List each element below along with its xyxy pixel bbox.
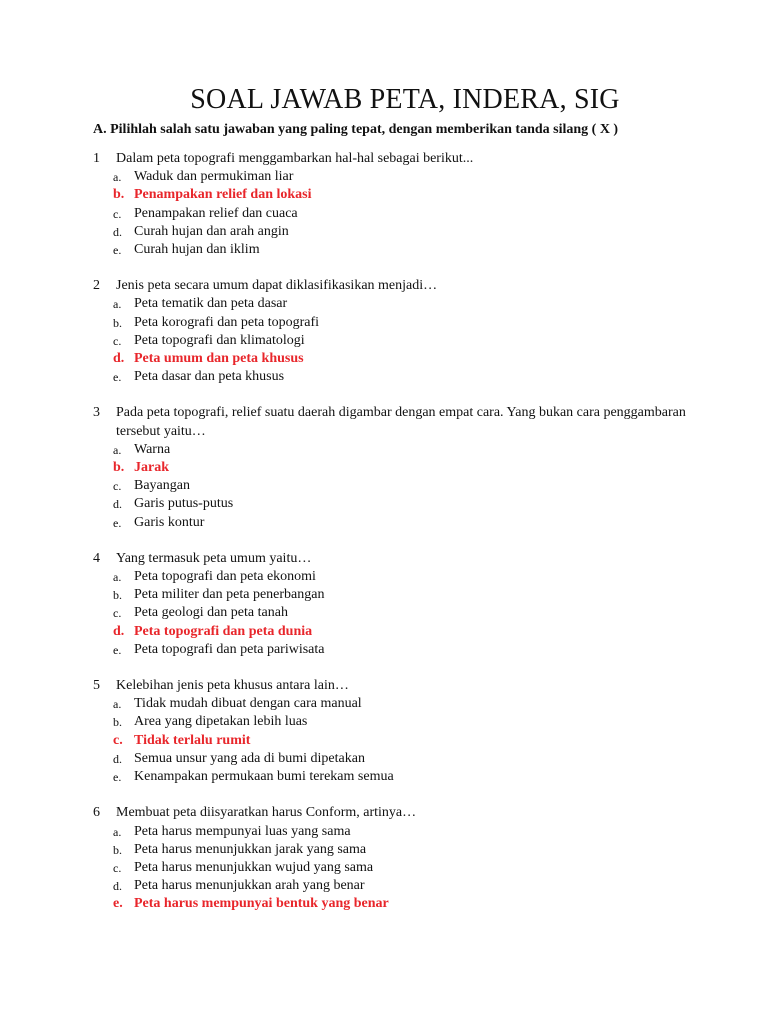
answer-option	[93, 604, 733, 622]
option-list	[93, 823, 733, 914]
answer-option	[93, 695, 733, 713]
answer-option	[93, 368, 733, 386]
option-letter: e.	[113, 896, 123, 912]
answer-option	[93, 586, 733, 604]
option-text: Bayangan	[134, 478, 190, 494]
question-stem	[93, 550, 733, 568]
option-letter: b.	[113, 315, 122, 330]
answer-option	[93, 859, 733, 877]
answer-option	[93, 823, 733, 841]
option-letter: c.	[113, 206, 122, 221]
answer-option	[93, 713, 733, 731]
answer-option	[93, 314, 733, 332]
option-text: Peta topografi dan peta ekonomi	[134, 569, 316, 585]
question-text: Membuat peta diisyaratkan harus Conform, artinya…	[116, 805, 417, 821]
option-text: Peta militer dan peta penerbangan	[134, 587, 325, 603]
question-stem	[93, 804, 733, 822]
answer-option-correct	[93, 732, 733, 750]
answer-option-correct	[93, 350, 733, 368]
question-number: 4	[93, 550, 100, 566]
option-letter: d.	[113, 751, 122, 766]
option-list	[93, 695, 733, 786]
answer-option-correct	[93, 186, 733, 204]
question-number: 6	[93, 805, 100, 821]
option-text: Peta dasar dan peta khusus	[134, 369, 285, 385]
answer-option	[93, 205, 733, 223]
question-stem	[93, 150, 733, 168]
option-text: Peta tematik dan peta dasar	[134, 296, 288, 312]
question-text: Pada peta topografi, relief suatu daerah digambar dengan empat cara. Yang bukan cara penggambaran tersebut yaitu…	[116, 405, 686, 439]
answer-option	[93, 332, 733, 350]
option-list	[93, 168, 733, 259]
option-text: Peta harus mempunyai luas yang sama	[134, 823, 351, 839]
answer-option	[93, 223, 733, 241]
answer-option-correct	[93, 623, 733, 641]
option-text: Peta harus menunjukkan wujud yang sama	[134, 859, 374, 875]
option-list	[93, 295, 733, 386]
question-stem	[93, 277, 733, 295]
option-letter: c.	[113, 606, 122, 621]
answer-option	[93, 768, 733, 786]
question-number: 3	[93, 405, 100, 421]
question-2	[93, 277, 733, 386]
option-text: Area yang dipetakan lebih luas	[134, 714, 308, 730]
question-stem	[93, 404, 733, 440]
option-text: Curah hujan dan iklim	[134, 242, 260, 258]
option-letter: c.	[113, 333, 122, 348]
option-letter: d.	[113, 351, 125, 367]
option-letter: d.	[113, 623, 125, 639]
option-letter: a.	[113, 170, 122, 185]
question-5	[93, 677, 733, 786]
option-letter: d.	[113, 879, 122, 894]
answer-option	[93, 441, 733, 459]
option-text: Penampakan relief dan cuaca	[134, 205, 298, 221]
question-list	[93, 150, 733, 932]
answer-option	[93, 841, 733, 859]
option-text: Garis putus-putus	[134, 496, 234, 512]
option-letter: e.	[113, 770, 122, 785]
question-text: Jenis peta secara umum dapat diklasifikasikan menjadi…	[116, 278, 438, 294]
option-letter: b.	[113, 460, 125, 476]
question-text: Kelebihan jenis peta khusus antara lain…	[116, 678, 349, 694]
option-text: Garis kontur	[134, 514, 205, 530]
answer-option	[93, 495, 733, 513]
option-text: Peta geologi dan peta tanah	[134, 605, 288, 621]
question-3	[93, 404, 733, 531]
answer-option	[93, 514, 733, 532]
option-letter: e.	[113, 515, 122, 530]
option-letter: a.	[113, 297, 122, 312]
option-letter: a.	[113, 697, 122, 712]
question-text: Yang termasuk peta umum yaitu…	[116, 550, 312, 566]
section-instruction: A. Pilihlah salah satu jawaban yang paling tepat, dengan memberikan tanda silang ( X )	[93, 122, 619, 137]
option-letter: d.	[113, 497, 122, 512]
option-text: Kenampakan permukaan bumi terekam semua	[134, 769, 394, 785]
option-letter: c.	[113, 860, 122, 875]
question-4	[93, 550, 733, 659]
answer-option-correct	[93, 895, 733, 913]
option-text: Tidak terlalu rumit	[134, 732, 251, 748]
option-letter: a.	[113, 824, 122, 839]
option-text: Peta topografi dan klimatologi	[134, 332, 305, 348]
question-text: Dalam peta topografi menggambarkan hal-hal sebagai berikut...	[116, 151, 474, 166]
question-stem	[93, 677, 733, 695]
answer-option	[93, 641, 733, 659]
question-6	[93, 804, 733, 913]
option-letter: b.	[113, 842, 122, 857]
option-letter: c.	[113, 479, 122, 494]
question-number: 5	[93, 678, 100, 694]
question-1	[93, 150, 733, 259]
option-text: Peta topografi dan peta pariwisata	[134, 641, 325, 657]
option-text: Jarak	[134, 460, 169, 476]
option-text: Penampakan relief dan lokasi	[134, 187, 312, 203]
answer-option	[93, 750, 733, 768]
option-letter: a.	[113, 442, 122, 457]
option-text: Peta umum dan peta khusus	[134, 351, 304, 367]
answer-option	[93, 241, 733, 259]
option-text: Tidak mudah dibuat dengan cara manual	[134, 696, 362, 712]
option-list	[93, 441, 733, 532]
answer-option	[93, 168, 733, 186]
option-letter: d.	[113, 224, 122, 239]
option-list	[93, 568, 733, 659]
answer-option	[93, 477, 733, 495]
document-title: SOAL JAWAB PETA, INDERA, SIG	[190, 84, 620, 115]
option-text: Peta harus menunjukkan jarak yang sama	[134, 841, 367, 857]
option-text: Peta harus mempunyai bentuk yang benar	[134, 896, 389, 912]
option-text: Waduk dan permukiman liar	[134, 169, 294, 185]
option-text: Semua unsur yang ada di bumi dipetakan	[134, 750, 365, 766]
option-letter: a.	[113, 570, 122, 585]
option-text: Curah hujan dan arah angin	[134, 223, 289, 239]
option-letter: b.	[113, 715, 122, 730]
answer-option	[93, 877, 733, 895]
option-letter: b.	[113, 187, 125, 203]
option-letter: e.	[113, 370, 122, 385]
question-number: 2	[93, 278, 100, 294]
answer-option	[93, 568, 733, 586]
option-text: Peta harus menunjukkan arah yang benar	[134, 878, 365, 894]
question-number: 1	[93, 151, 100, 166]
answer-option-correct	[93, 459, 733, 477]
option-letter: e.	[113, 642, 122, 657]
option-letter: e.	[113, 243, 122, 258]
option-letter: c.	[113, 732, 123, 748]
option-text: Warna	[134, 441, 171, 457]
option-letter: b.	[113, 588, 122, 603]
answer-option	[93, 295, 733, 313]
option-text: Peta topografi dan peta dunia	[134, 623, 313, 639]
option-text: Peta korografi dan peta topografi	[134, 314, 320, 330]
